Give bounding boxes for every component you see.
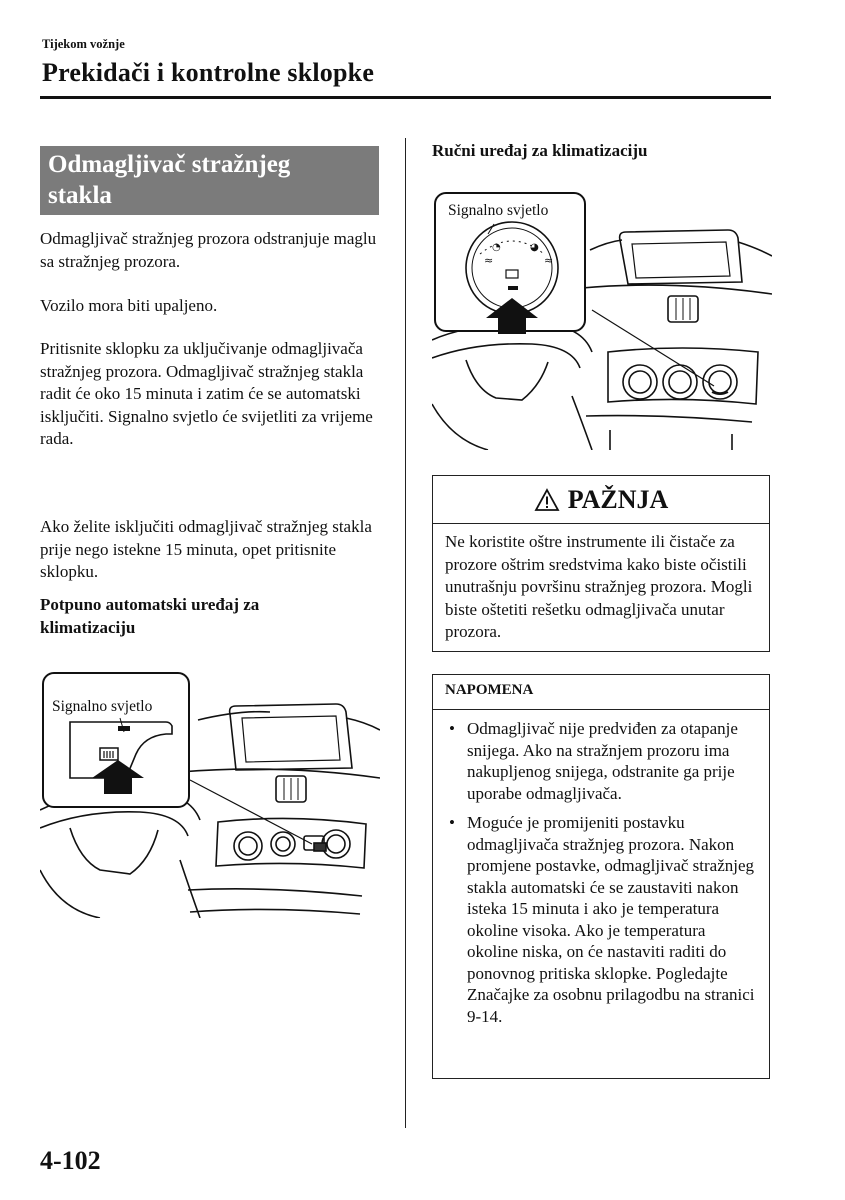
warning-triangle-icon [534,488,560,512]
paragraph-switch-off: Ako želite isključiti odmagljivač stražnjeg stakla prije nego istekne 15 minuta, opet pritisnite sklopku. [40,517,372,581]
caution-box [432,475,770,652]
note-list [433,710,769,1027]
note-item: • Moguće je promijeniti postavku odmagljivača stražnjeg prozora. Nakon promjene postavke, odmagljivač stražnjeg stakla automatski će se zaustaviti nakon isteka 15 minuta i ako je temperatura okoline visoka. Ako je temperatura okoline niska, on će nastaviti raditi do ponovnog pritiska sklopke. Pogledajte Značajke za osobnu prilagodbu na stranici 9-14. [445,812,759,1027]
figure-manual-climate [432,190,772,450]
page-number: 4-102 [40,1146,101,1175]
paragraph-operation: Pritisnite sklopku za uključivanje odmagljivača stražnjeg prozora. Odmagljivač stražnjeg stakla radit će oko 15 minuta i zatim će se automatski isključiti. Signalno svjetlo će svijetliti za vrijeme rada. [40,339,373,448]
breadcrumb: Tijekom vožnje [42,37,125,51]
svg-text:≈: ≈ [484,254,494,267]
svg-text:≈: ≈ [544,254,554,267]
note-item: • Odmagljivač nije predviđen za otapanje snijega. Ako na stražnjem prozoru ima nakupljenog snijega, odstranite ga prije uporabe odmagljivača. [445,718,759,804]
subheading-auto-climate: Potpuno automatski uređaj za klimatizaciju [40,595,260,637]
section-title-line1: Odmagljivač stražnjeg [48,151,291,178]
callout-auto-climate [42,672,190,808]
section-header [40,146,379,215]
svg-text:◕: ◕ [530,242,539,253]
paragraph-engine: Vozilo mora biti upaljeno. [40,296,218,315]
note-box [432,674,770,1079]
svg-text:◔: ◔ [492,242,501,253]
note-header: NAPOMENA [433,675,769,710]
caution-header [433,476,769,524]
subheading-manual-climate: Ručni uređaj za klimatizaciju [432,141,648,160]
signal-light-label: Signalno svjetlo [52,698,153,715]
title-rule [40,96,771,99]
figure-auto-climate [40,660,380,918]
section-title-line2: stakla [48,182,112,209]
page-title: Prekidači i kontrolne sklopke [42,58,375,87]
signal-light-label-manual: Signalno svjetlo [448,202,549,219]
caution-title: PAŽNJA [567,484,669,514]
column-divider [405,138,406,1128]
callout-manual-climate [434,192,586,332]
paragraph-intro: Odmagljivač stražnjeg prozora odstranjuje maglu sa stražnjeg prozora. [40,229,377,271]
defroster-switch-closeup [44,674,192,810]
caution-text: Ne koristite oštre instrumente ili čistače za prozore oštrim sredstvima kako biste očistili unutrašnju površinu stražnjeg prozora. Mogli biste oštetiti rešetku odmagljivača unutar prozora. [445,532,753,641]
